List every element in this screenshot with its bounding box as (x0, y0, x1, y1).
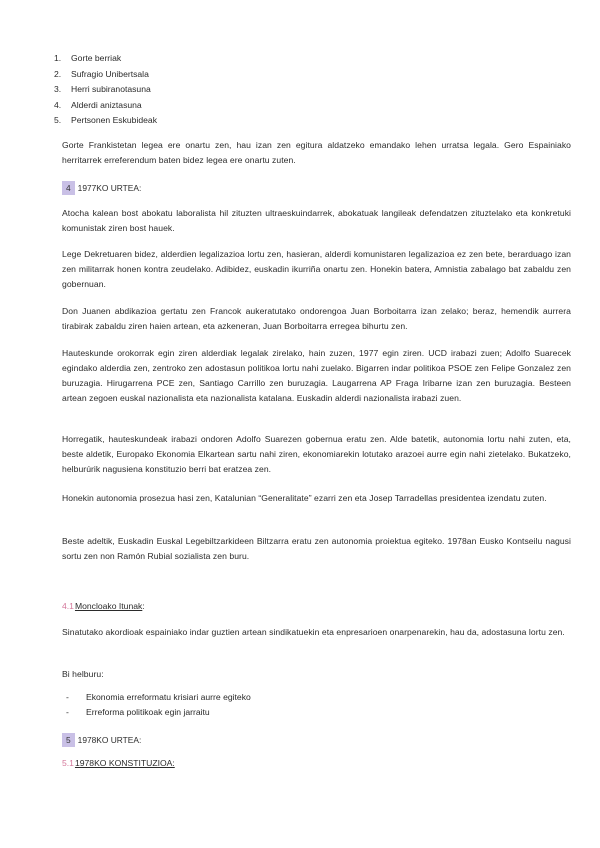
paragraph: Sinatutako akordioak espainiako indar guztien artean sindikatuekin eta enpresarioen onarpenarekin, hau da, adostasuna lortu zen. (62, 627, 565, 637)
numbered-list (54, 51, 157, 129)
intro-paragraph: Gorte Frankistetan legea ere onartu zen, hau izan zen egitura aldatzeko emandako lehen urratsa legala. Gero Espainiako herritarrek erreferendum baten bidez legea ere onartu zuten. (62, 140, 571, 165)
section-title: 1977KO URTEA: (77, 183, 142, 193)
paragraph: Don Juanen abdikazioa gertatu zen Francok aukeratutako ondorengoa Juan Borboitarra izan zelako; beraz, hemendik aurrera tirabirak zabaldu ziren haien artean, eta azkeneran, Juan Borboitarra erregea bihurtu zen. (62, 306, 571, 331)
list-item (54, 98, 157, 114)
paragraph: Atocha kalean bost abokatu laboralista hil zituzten ultraeskuindarrek, abokatuak langileak defendatzen zituztelako eta konkretuki komunistak ziren bost hauek. (62, 208, 571, 233)
list-number: 4. (54, 99, 62, 110)
section-title: 1978KO URTEA: (77, 735, 142, 745)
list-item (54, 113, 157, 129)
subsection-title: Moncloako Itunak (74, 601, 143, 611)
list-text: Gorte berriak (71, 53, 122, 63)
paragraph: Bi helburu: (62, 669, 104, 679)
list-text: Pertsonen Eskubideak (71, 115, 157, 126)
paragraph: Beste adeltik, Euskadin Euskal Legebiltzarkideen Biltzarra eratu zen autonomia proiektua egiteko. 1978an Eusko Kontseilu nagusi sortu zen non Ramón Rubial sozialista zen buru. (62, 536, 571, 561)
paragraph: Lege Dekretuaren bidez, alderdien legalizazioa lortu zen, hasieran, alderdi komunistaren legalizazioa ez zen bete, berarduago izan zen militarrak honen kontra zeudelako. Adibidez, euskadin ikurriña onartu zen. Honekin batera, Amnistia zabalago bat zabaldu zen gobernuan. (62, 249, 571, 289)
list-number: 5. (54, 115, 62, 126)
paragraph: Hauteskunde orokorrak egin ziren alderdiak legalak zirelako, hain zuzen, 1977 egin ziren. UCD irabazi zuen; Adolfo Suarecek egindako alderdia zen, zentroko zen adostasun politikoa lortu nahi zuelako. Bigarren indar politikoa PSOE zen Felipe Gonzalez zen buruzagia. Hirugarrena PCE zen, Santiago Carrillo zen buruzagia. Laugarrena AP Fraga Iribarne izan zen buruzagia. Besteen artean zegoen euskal nazionalista eta nazionalista katalana. Euskadin alderdi nazionalista irabazi zuen. (62, 348, 571, 403)
section-number-badge: 4 (62, 181, 75, 195)
subsection-suffix: : (142, 601, 145, 611)
list-dash: - (66, 692, 69, 702)
list-text: Alderdi aniztasuna (71, 99, 142, 110)
section-heading-4 (62, 181, 141, 195)
list-text: Sufragio Unibertsala (71, 68, 149, 79)
list-item (54, 51, 157, 67)
paragraph: Horregatik, hauteskundeak irabazi ondoren Adolfo Suarezen gobernua eratu zen. Alde batetik, autonomia lortu nahi zuten, eta, beste aldetik, Europako Ekonomia Elkartean sartu nahi ziren, ekonomiarekin lotutako arazoei aurre egin nahi zietelako. Bukatzeko, helburúrik nagusiena konstituzio berri bat eratzea zen. (62, 434, 571, 474)
list-dash: - (66, 707, 69, 717)
subsection-heading-4-1 (62, 601, 145, 611)
list-item (54, 67, 157, 83)
dash-list (66, 690, 251, 720)
subsection-number: 4.1 (62, 601, 74, 611)
subsection-heading-5-1 (62, 758, 175, 768)
list-text: Ekonomia erreformatu krisiari aurre egiteko (86, 692, 251, 702)
list-item (54, 82, 157, 98)
list-number: 2. (54, 68, 62, 79)
section-number-badge: 5 (62, 733, 75, 747)
list-number: 3. (54, 84, 62, 95)
paragraph: Honekin autonomia prosezua hasi zen, Katalunian “Generalitate” ezarri zen eta Josep Tarradellas presidentea izendatu zuten. (62, 493, 547, 503)
list-item (66, 705, 251, 720)
list-number: 1. (54, 53, 62, 63)
list-text: Erreforma politikoak egin jarraitu (86, 707, 210, 717)
section-heading-5 (62, 733, 141, 747)
list-text: Herri subiranotasuna (71, 84, 151, 95)
subsection-number: 5.1 (62, 758, 74, 768)
subsection-title: 1978KO KONSTITUZIOA: (74, 758, 175, 768)
list-item (66, 690, 251, 705)
